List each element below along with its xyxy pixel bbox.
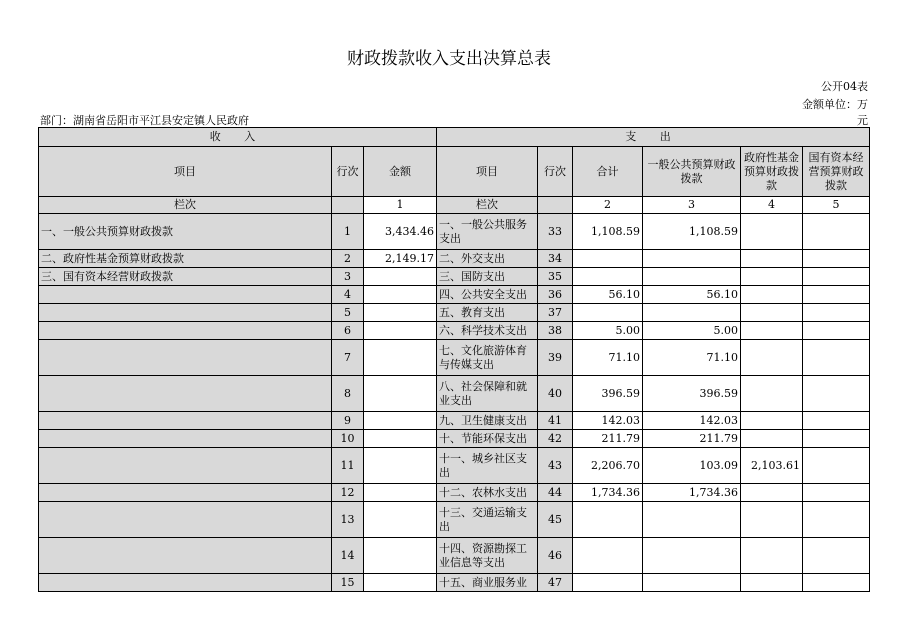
income-row-no: 13 bbox=[332, 502, 364, 538]
general-budget-amount bbox=[643, 304, 741, 322]
fund-budget-amount: 2,103.61 bbox=[741, 448, 803, 484]
income-row-no: 2 bbox=[332, 250, 364, 268]
section-header-row bbox=[39, 128, 870, 147]
state-capital-amount bbox=[803, 484, 870, 502]
income-amount bbox=[364, 322, 437, 340]
general-budget-amount: 142.03 bbox=[643, 412, 741, 430]
expense-item: 十四、资源勘探工业信息等支出 bbox=[437, 538, 538, 574]
general-budget-amount: 56.10 bbox=[643, 286, 741, 304]
income-item bbox=[39, 538, 332, 574]
expense-row-no: 41 bbox=[538, 412, 573, 430]
expense-total: 56.10 bbox=[573, 286, 643, 304]
state-capital-amount bbox=[803, 538, 870, 574]
general-budget-amount: 103.09 bbox=[643, 448, 741, 484]
fund-budget-amount bbox=[741, 376, 803, 412]
income-item: 二、政府性基金预算财政拨款 bbox=[39, 250, 332, 268]
column-number-2: 2 bbox=[573, 197, 643, 214]
state-capital-amount bbox=[803, 412, 870, 430]
column-number-5: 5 bbox=[803, 197, 870, 214]
expense-total bbox=[573, 574, 643, 592]
table-row bbox=[39, 484, 870, 502]
expense-total bbox=[573, 268, 643, 286]
state-capital-amount bbox=[803, 268, 870, 286]
expense-row-no: 37 bbox=[538, 304, 573, 322]
table-row bbox=[39, 538, 870, 574]
fund-budget-amount bbox=[741, 268, 803, 286]
state-capital-amount bbox=[803, 286, 870, 304]
income-item bbox=[39, 412, 332, 430]
table-row bbox=[39, 268, 870, 286]
income-amount bbox=[364, 268, 437, 286]
state-capital-amount bbox=[803, 214, 870, 250]
income-row-no: 5 bbox=[332, 304, 364, 322]
expense-row-no: 45 bbox=[538, 502, 573, 538]
form-code: 公开04表 bbox=[821, 80, 868, 93]
expense-item: 十一、城乡社区支出 bbox=[437, 448, 538, 484]
fund-budget-amount bbox=[741, 214, 803, 250]
expense-total: 5.00 bbox=[573, 322, 643, 340]
general-budget-amount: 396.59 bbox=[643, 376, 741, 412]
income-amount bbox=[364, 538, 437, 574]
expense-total bbox=[573, 502, 643, 538]
expense-row-no: 46 bbox=[538, 538, 573, 574]
table-row bbox=[39, 250, 870, 268]
general-budget-amount bbox=[643, 502, 741, 538]
table-row bbox=[39, 502, 870, 538]
expense-item: 十、节能环保支出 bbox=[437, 430, 538, 448]
general-budget-amount: 71.10 bbox=[643, 340, 741, 376]
income-item bbox=[39, 340, 332, 376]
income-row-no: 15 bbox=[332, 574, 364, 592]
table-row bbox=[39, 376, 870, 412]
general-budget-amount bbox=[643, 574, 741, 592]
fund-budget-amount bbox=[741, 502, 803, 538]
income-row-no-header: 行次 bbox=[332, 147, 364, 197]
income-amount bbox=[364, 304, 437, 322]
table-row bbox=[39, 340, 870, 376]
income-row-no: 1 bbox=[332, 214, 364, 250]
fund-budget-amount bbox=[741, 250, 803, 268]
income-row-no: 10 bbox=[332, 430, 364, 448]
expense-item: 四、公共安全支出 bbox=[437, 286, 538, 304]
income-amount bbox=[364, 430, 437, 448]
income-item-header: 项目 bbox=[39, 147, 332, 197]
expense-item: 七、文化旅游体育与传媒支出 bbox=[437, 340, 538, 376]
income-item bbox=[39, 502, 332, 538]
column-number-blank-2 bbox=[538, 197, 573, 214]
income-amount bbox=[364, 448, 437, 484]
state-capital-amount bbox=[803, 448, 870, 484]
expense-item: 十二、农林水支出 bbox=[437, 484, 538, 502]
expense-row-no: 36 bbox=[538, 286, 573, 304]
income-amount bbox=[364, 502, 437, 538]
income-row-no: 4 bbox=[332, 286, 364, 304]
income-item bbox=[39, 448, 332, 484]
expense-row-no: 33 bbox=[538, 214, 573, 250]
unit-label: 金额单位：万 bbox=[802, 98, 868, 111]
general-budget-amount bbox=[643, 250, 741, 268]
state-capital-header: 国有资本经营预算财政拨款 bbox=[803, 147, 870, 197]
expense-row-no: 47 bbox=[538, 574, 573, 592]
expense-row-no: 38 bbox=[538, 322, 573, 340]
expense-item: 二、外交支出 bbox=[437, 250, 538, 268]
expense-item: 五、教育支出 bbox=[437, 304, 538, 322]
expense-item: 三、国防支出 bbox=[437, 268, 538, 286]
general-budget-header: 一般公共预算财政拨款 bbox=[643, 147, 741, 197]
table-row bbox=[39, 412, 870, 430]
general-budget-amount: 211.79 bbox=[643, 430, 741, 448]
expense-row-no: 40 bbox=[538, 376, 573, 412]
income-item bbox=[39, 286, 332, 304]
income-amount bbox=[364, 574, 437, 592]
expense-total bbox=[573, 304, 643, 322]
income-item: 一、一般公共预算财政拨款 bbox=[39, 214, 332, 250]
income-item bbox=[39, 322, 332, 340]
income-item bbox=[39, 574, 332, 592]
expense-item: 十三、交通运输支出 bbox=[437, 502, 538, 538]
expense-total: 396.59 bbox=[573, 376, 643, 412]
state-capital-amount bbox=[803, 502, 870, 538]
fund-budget-amount bbox=[741, 286, 803, 304]
income-row-no: 14 bbox=[332, 538, 364, 574]
expense-row-no-header: 行次 bbox=[538, 147, 573, 197]
expense-total: 211.79 bbox=[573, 430, 643, 448]
expense-row-no: 44 bbox=[538, 484, 573, 502]
column-number-blank bbox=[332, 197, 364, 214]
table-row bbox=[39, 214, 870, 250]
expense-row-no: 35 bbox=[538, 268, 573, 286]
state-capital-amount bbox=[803, 250, 870, 268]
state-capital-amount bbox=[803, 376, 870, 412]
fund-budget-amount bbox=[741, 340, 803, 376]
expense-total bbox=[573, 250, 643, 268]
income-amount-header: 金额 bbox=[364, 147, 437, 197]
fund-budget-amount bbox=[741, 574, 803, 592]
column-number-4: 4 bbox=[741, 197, 803, 214]
income-amount: 2,149.17 bbox=[364, 250, 437, 268]
income-row-no: 11 bbox=[332, 448, 364, 484]
expense-row-no: 43 bbox=[538, 448, 573, 484]
fund-budget-amount bbox=[741, 430, 803, 448]
expense-row-no: 42 bbox=[538, 430, 573, 448]
expense-item-header: 项目 bbox=[437, 147, 538, 197]
expense-total: 142.03 bbox=[573, 412, 643, 430]
expense-row-no: 39 bbox=[538, 340, 573, 376]
unit-label-continued: 元 bbox=[857, 114, 868, 127]
expense-item: 十五、商业服务业 bbox=[437, 574, 538, 592]
column-number-1: 1 bbox=[364, 197, 437, 214]
expense-item: 八、社会保障和就业支出 bbox=[437, 376, 538, 412]
fund-budget-amount bbox=[741, 484, 803, 502]
table-row bbox=[39, 286, 870, 304]
fund-budget-amount bbox=[741, 322, 803, 340]
income-amount bbox=[364, 484, 437, 502]
state-capital-amount bbox=[803, 574, 870, 592]
expense-total: 71.10 bbox=[573, 340, 643, 376]
income-amount bbox=[364, 340, 437, 376]
expense-total: 2,206.70 bbox=[573, 448, 643, 484]
expense-total bbox=[573, 538, 643, 574]
general-budget-amount: 1,734.36 bbox=[643, 484, 741, 502]
expense-item: 六、科学技术支出 bbox=[437, 322, 538, 340]
expense-total: 1,108.59 bbox=[573, 214, 643, 250]
state-capital-amount bbox=[803, 340, 870, 376]
income-item: 三、国有资本经营财政拨款 bbox=[39, 268, 332, 286]
income-row-no: 7 bbox=[332, 340, 364, 376]
column-number-3: 3 bbox=[643, 197, 741, 214]
income-section-header: 收 入 bbox=[39, 128, 437, 147]
expense-item: 九、卫生健康支出 bbox=[437, 412, 538, 430]
income-amount bbox=[364, 412, 437, 430]
income-item bbox=[39, 484, 332, 502]
income-amount: 3,434.46 bbox=[364, 214, 437, 250]
table-row bbox=[39, 448, 870, 484]
department-label: 部门：湖南省岳阳市平江县安定镇人民政府 bbox=[40, 114, 249, 127]
income-amount bbox=[364, 376, 437, 412]
expense-item: 一、一般公共服务支出 bbox=[437, 214, 538, 250]
fund-budget-amount bbox=[741, 304, 803, 322]
income-row-no: 3 bbox=[332, 268, 364, 286]
state-capital-amount bbox=[803, 322, 870, 340]
income-item bbox=[39, 376, 332, 412]
fund-budget-amount bbox=[741, 412, 803, 430]
expense-section-header: 支 出 bbox=[437, 128, 870, 147]
table-row bbox=[39, 430, 870, 448]
income-item bbox=[39, 430, 332, 448]
fund-budget-amount bbox=[741, 538, 803, 574]
budget-table bbox=[38, 127, 870, 592]
state-capital-amount bbox=[803, 430, 870, 448]
total-header: 合计 bbox=[573, 147, 643, 197]
income-row-no: 12 bbox=[332, 484, 364, 502]
column-number-row bbox=[39, 197, 870, 214]
general-budget-amount: 1,108.59 bbox=[643, 214, 741, 250]
table-row bbox=[39, 304, 870, 322]
income-amount bbox=[364, 286, 437, 304]
state-capital-amount bbox=[803, 304, 870, 322]
expense-total: 1,734.36 bbox=[573, 484, 643, 502]
expense-row-no: 34 bbox=[538, 250, 573, 268]
income-item bbox=[39, 304, 332, 322]
income-row-no: 8 bbox=[332, 376, 364, 412]
table-row bbox=[39, 574, 870, 592]
fund-budget-header: 政府性基金预算财政拨款 bbox=[741, 147, 803, 197]
general-budget-amount bbox=[643, 268, 741, 286]
income-row-no: 9 bbox=[332, 412, 364, 430]
column-header-row bbox=[39, 147, 870, 197]
table-row bbox=[39, 322, 870, 340]
general-budget-amount bbox=[643, 538, 741, 574]
column-number-label-2: 栏次 bbox=[437, 197, 538, 214]
income-row-no: 6 bbox=[332, 322, 364, 340]
report-title: 财政拨款收入支出决算总表 bbox=[347, 49, 551, 69]
column-number-label: 栏次 bbox=[39, 197, 332, 214]
general-budget-amount: 5.00 bbox=[643, 322, 741, 340]
